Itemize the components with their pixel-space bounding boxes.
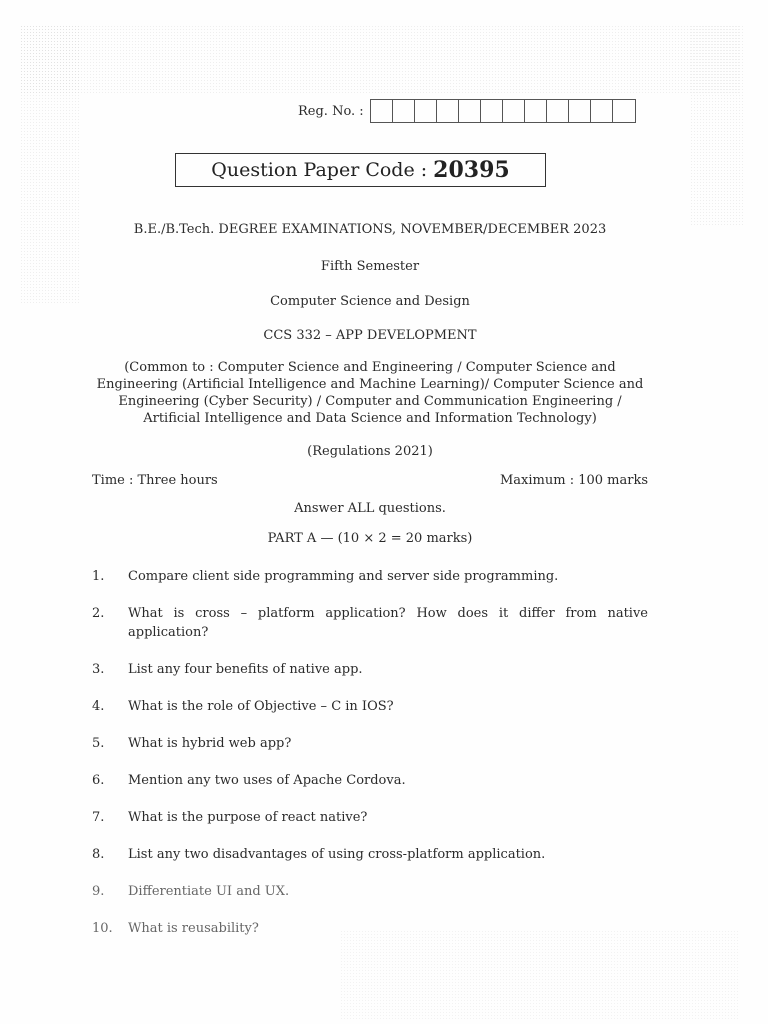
question-number: 9. <box>92 884 105 899</box>
regulations: (Regulations 2021) <box>307 444 433 459</box>
reg-digit-box[interactable] <box>437 100 459 122</box>
question-number: 7. <box>92 810 105 825</box>
scan-noise-left <box>20 25 80 305</box>
reg-digit-box[interactable] <box>525 100 547 122</box>
question-item <box>92 604 648 642</box>
question-text: List any two disadvantages of using cross-platform application. <box>128 847 546 862</box>
question-item <box>92 808 648 827</box>
part-heading: PART A — (10 × 2 = 20 marks) <box>267 531 473 546</box>
qp-code-label: Question Paper Code : <box>211 159 428 181</box>
question-text: Compare client side programming and server side programming. <box>128 569 559 584</box>
question-list <box>92 567 648 956</box>
question-number: 3. <box>92 662 105 677</box>
reg-digit-box[interactable] <box>415 100 437 122</box>
question-number: 4. <box>92 699 105 714</box>
reg-digit-box[interactable] <box>613 100 635 122</box>
question-text: List any four benefits of native app. <box>128 662 363 677</box>
reg-digit-box[interactable] <box>547 100 569 122</box>
question-text: What is hybrid web app? <box>128 736 292 751</box>
reg-digit-box[interactable] <box>591 100 613 122</box>
reg-digit-box[interactable] <box>371 100 393 122</box>
question-text: What is reusability? <box>128 921 259 936</box>
department: Computer Science and Design <box>270 294 470 309</box>
question-text: Mention any two uses of Apache Cordova. <box>128 773 406 788</box>
question-text: What is cross – platform application? How does it differ from native application? <box>128 606 648 640</box>
exam-title: B.E./B.Tech. DEGREE EXAMINATIONS, NOVEMBER/DECEMBER 2023 <box>133 222 607 237</box>
max-marks: Maximum : 100 marks <box>499 473 648 488</box>
question-paper-code-box <box>175 153 546 187</box>
question-text: What is the role of Objective – C in IOS? <box>128 699 394 714</box>
reg-digit-box[interactable] <box>393 100 415 122</box>
question-item <box>92 845 648 864</box>
question-item <box>92 919 648 938</box>
reg-digit-box[interactable] <box>459 100 481 122</box>
common-to: (Common to : Computer Science and Engineering / Computer Science and Engineering (Artificial Intelligence and Machine Learning)/ Computer Science and Engineering (Cyber Security) / Computer and Communication Engineering / Artificial Intelligence and Data Science and Information Technology) <box>96 360 644 426</box>
time: Time : Three hours <box>92 473 218 488</box>
scan-noise-top <box>20 25 740 95</box>
time-marks-row <box>92 473 648 488</box>
question-number: 6. <box>92 773 105 788</box>
question-item <box>92 697 648 716</box>
qp-code-number: 20395 <box>433 157 510 183</box>
question-item <box>92 567 648 586</box>
registration-number <box>298 99 636 123</box>
question-item <box>92 882 648 901</box>
reg-digit-box[interactable] <box>569 100 591 122</box>
question-number: 1. <box>92 569 105 584</box>
semester: Fifth Semester <box>320 259 420 274</box>
question-number: 10. <box>92 921 113 936</box>
question-item <box>92 660 648 679</box>
question-number: 8. <box>92 847 105 862</box>
reg-digit-box[interactable] <box>503 100 525 122</box>
reg-label: Reg. No. : <box>298 103 364 119</box>
question-item <box>92 734 648 753</box>
scan-noise-right <box>690 25 745 225</box>
question-item <box>92 771 648 790</box>
question-text: Differentiate UI and UX. <box>128 884 290 899</box>
reg-digit-box[interactable] <box>481 100 503 122</box>
question-number: 2. <box>92 606 105 621</box>
question-text: What is the purpose of react native? <box>128 810 368 825</box>
question-number: 5. <box>92 736 105 751</box>
instruction: Answer ALL questions. <box>294 501 446 516</box>
reg-boxes <box>370 99 636 123</box>
course-title: CCS 332 – APP DEVELOPMENT <box>263 328 477 343</box>
